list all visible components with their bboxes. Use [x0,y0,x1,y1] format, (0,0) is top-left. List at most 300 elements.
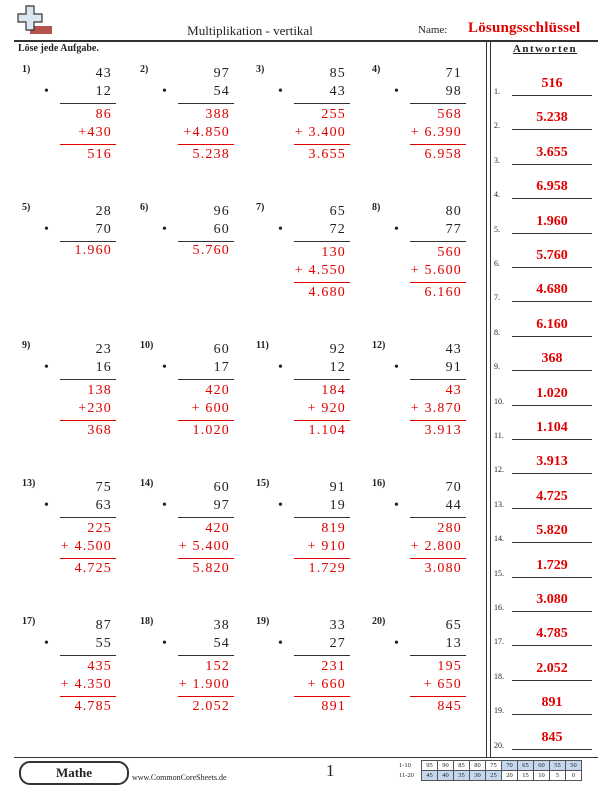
problem-number: 15) [256,478,270,489]
score-cell: 90 [438,761,454,771]
problem-number: 1) [22,64,31,75]
sum-rule [410,144,466,145]
score-cell: 60 [534,761,550,771]
partial-product: + 2.800 [410,539,462,554]
multiply-rule [178,241,234,242]
partial-product: 138 [87,383,112,398]
sum-rule [294,144,350,145]
answer-value: 3.913 [536,454,568,470]
product-total: 4.680 [308,285,346,300]
partial-product: + 1.900 [178,677,230,692]
subject-badge: Mathe [19,761,129,785]
answer-row [494,477,598,511]
answer-index: 10. [494,396,504,406]
partial-product: + 3.400 [294,125,346,140]
answer-index: 19. [494,706,504,716]
multiplier: 17 [213,360,230,375]
product-total: 3.913 [424,423,462,438]
product-total: 2.052 [192,699,230,714]
answer-value: 1.960 [536,213,568,229]
answer-row [494,236,598,270]
answer-line [512,301,592,302]
multiplicand: 97 [213,66,230,81]
problem-number: 14) [140,478,154,489]
multiplicand: 60 [213,342,230,357]
product-total: 368 [87,423,112,438]
problem-item [256,62,368,192]
multiply-rule [294,103,350,104]
problem-item [140,338,252,468]
problem-number: 5) [22,202,31,213]
answer-line [512,714,592,715]
problem-item [22,62,134,192]
instructions: Löse jede Aufgabe. [18,43,99,54]
answer-line [512,198,592,199]
score-cell: 95 [422,761,438,771]
multiply-rule [410,379,466,380]
answer-index: 14. [494,534,504,544]
multiplier: 97 [213,498,230,513]
answer-row [494,133,598,167]
answer-index: 1. [494,87,500,96]
multiply-sign: • [162,84,167,99]
answer-value: 5.238 [536,110,568,126]
multiply-rule [178,379,234,380]
multiply-rule [294,655,350,656]
answer-index: 8. [494,327,500,337]
answer-line [512,645,592,646]
multiplier: 12 [329,360,346,375]
answer-row [494,167,598,201]
answer-value: 1.729 [536,557,568,573]
answer-line [512,473,592,474]
score-range-label: 11-20 [399,772,414,779]
multiply-rule [410,103,466,104]
logo-icon [16,4,56,38]
partial-product: + 3.870 [410,401,462,416]
problem-number: 2) [140,64,149,75]
partial-product: + 5.400 [178,539,230,554]
problem-item [372,200,484,330]
multiplicand: 75 [95,480,112,495]
answers-divider [486,40,487,757]
answer-value: 4.725 [536,488,568,504]
partial-product: 388 [205,107,230,122]
problem-item [22,614,134,744]
answer-index: 18. [494,671,504,681]
score-cell: 55 [550,761,566,771]
answer-line [512,405,592,406]
answer-index: 3. [494,155,500,165]
answer-value: 891 [541,695,563,711]
multiply-sign: • [278,498,283,513]
sum-rule [410,558,466,559]
sum-rule [60,696,116,697]
problem-number: 9) [22,340,31,351]
multiply-rule [60,103,116,104]
answer-line [512,749,592,750]
answer-value: 3.080 [536,592,568,607]
multiplier: 27 [329,636,346,651]
answer-index: 6. [494,259,500,268]
score-cell: 35 [454,771,470,781]
answer-row [494,270,598,304]
score-cell: 85 [454,761,470,771]
answer-line [512,336,592,337]
product-total: 845 [437,699,462,714]
answer-value: 2.052 [536,660,568,676]
multiplier: 16 [95,360,112,375]
sum-rule [60,420,116,421]
answer-line [512,577,592,578]
score-cell: 5 [550,771,566,781]
answer-value: 5.760 [536,248,568,263]
multiply-rule [60,241,116,242]
answer-value: 5.820 [536,523,568,539]
multiply-sign: • [44,636,49,651]
multiply-rule [294,517,350,518]
product-total: 6.958 [424,147,462,162]
score-cell: 40 [438,771,454,781]
score-cell: 45 [422,771,438,781]
multiplier: 60 [213,222,230,237]
multiply-sign: • [278,84,283,99]
multiplier: 54 [213,636,230,651]
partial-product: 195 [437,659,462,674]
multiply-sign: • [162,498,167,513]
answer-key-label: Lösungsschlüssel [468,20,581,36]
answer-value: 6.958 [536,179,568,195]
score-range-label: 1-10 [399,762,411,769]
multiply-rule [60,517,116,518]
answer-line [512,680,592,681]
partial-product: +230 [78,401,112,416]
product-total: 5.820 [192,561,230,576]
partial-product: + 6.390 [410,125,462,140]
problem-number: 3) [256,64,265,75]
answer-value: 4.680 [536,282,568,298]
product-total: 3.080 [424,561,462,576]
multiply-rule [178,517,234,518]
multiply-sign: • [394,84,399,99]
problem-number: 19) [256,616,270,627]
answer-row [494,64,598,98]
answer-index: 20. [494,740,504,750]
answer-line [512,164,592,165]
answer-line [512,508,592,509]
partial-product: + 4.550 [294,263,346,278]
multiply-sign: • [162,636,167,651]
answer-value: 6.160 [536,316,568,332]
answer-row [494,374,598,408]
multiplier: 54 [213,84,230,99]
problem-item [372,62,484,192]
partial-product: 560 [437,245,462,260]
multiply-sign: • [162,222,167,237]
answers-title: Antworten [512,43,578,55]
footer-divider [14,757,598,758]
multiply-rule [178,655,234,656]
multiplicand: 80 [445,204,462,219]
partial-product: + 920 [307,401,346,416]
multiplicand: 43 [95,66,112,81]
problem-item [22,476,134,606]
product-total: 1.960 [74,243,112,258]
answer-index: 11. [494,431,504,440]
answer-line [512,129,592,130]
answer-row [494,202,598,236]
answer-value: 1.020 [536,385,568,401]
problem-number: 18) [140,616,154,627]
multiply-rule [294,241,350,242]
multiply-sign: • [44,84,49,99]
multiplicand: 91 [329,480,346,495]
site-url: www.CommonCoreSheets.de [132,773,227,782]
partial-product: +430 [78,125,112,140]
product-total: 1.020 [192,423,230,438]
multiplier: 63 [95,498,112,513]
multiply-rule [294,379,350,380]
partial-product: 225 [87,521,112,536]
score-row [397,761,582,771]
answer-value: 845 [541,729,563,745]
page-title: Multiplikation - vertikal [187,23,313,38]
multiplicand: 23 [95,342,112,357]
answer-value: 4.785 [536,626,568,642]
score-cell: 20 [502,771,518,781]
product-total: 3.655 [308,147,346,162]
answer-row [494,305,598,339]
name-label: Name: [418,24,448,36]
problem-number: 16) [372,478,386,489]
answer-row [494,339,598,373]
partial-product: + 910 [307,539,346,554]
answer-index: 17. [494,637,504,647]
problem-item [256,476,368,606]
problem-item [140,476,252,606]
answer-row [494,442,598,476]
partial-product: + 4.500 [60,539,112,554]
multiplicand: 65 [329,204,346,219]
multiplier: 91 [445,360,462,375]
multiplicand: 28 [95,204,112,219]
problem-number: 12) [372,340,386,351]
multiplier: 19 [329,498,346,513]
answer-row [494,649,598,683]
score-cell: 15 [518,771,534,781]
problem-item [256,200,368,330]
multiplier: 55 [95,636,112,651]
multiply-rule [178,103,234,104]
answer-index: 2. [494,121,500,131]
multiplicand: 87 [95,618,112,633]
multiply-sign: • [394,360,399,375]
answer-row [494,580,598,614]
problem-number: 20) [372,616,386,627]
answer-index: 13. [494,499,504,509]
problem-item [256,614,368,744]
answer-value: 368 [541,351,563,367]
multiply-rule [410,655,466,656]
product-total: 516 [87,147,112,162]
score-cell: 50 [566,761,582,771]
multiplicand: 65 [445,618,462,633]
multiply-rule [60,655,116,656]
multiplicand: 92 [329,342,346,357]
product-total: 5.238 [192,147,230,162]
score-cell: 25 [486,771,502,781]
partial-product: + 660 [307,677,346,692]
problem-item [372,614,484,744]
problem-number: 10) [140,340,154,351]
problem-item [140,62,252,192]
product-total: 4.725 [74,561,112,576]
multiplier: 70 [95,222,112,237]
partial-product: 420 [205,383,230,398]
answer-line [512,233,592,234]
answer-line [512,267,592,268]
product-total: 5.760 [192,243,230,258]
product-total: 1.729 [308,561,346,576]
multiply-sign: • [44,360,49,375]
sum-rule [410,420,466,421]
multiplicand: 71 [445,66,462,81]
problem-number: 13) [22,478,36,489]
score-table [397,760,582,781]
partial-product: 435 [87,659,112,674]
multiply-sign: • [44,222,49,237]
multiplier: 12 [95,84,112,99]
answer-row [494,408,598,442]
sum-rule [178,144,234,145]
answer-index: 4. [494,190,500,200]
problem-number: 11) [256,340,269,351]
problem-number: 6) [140,202,149,213]
score-cell: 65 [518,761,534,771]
multiply-sign: • [394,498,399,513]
sum-rule [294,696,350,697]
partial-product: 420 [205,521,230,536]
multiplicand: 70 [445,480,462,495]
answer-line [512,611,592,612]
answer-row [494,683,598,717]
partial-product: 568 [437,107,462,122]
answers-divider-inner [490,40,491,757]
answer-line [512,542,592,543]
answer-row [494,98,598,132]
sum-rule [294,420,350,421]
partial-product: +4.850 [183,125,230,140]
partial-product: 255 [321,107,346,122]
multiplier: 43 [329,84,346,99]
multiplicand: 38 [213,618,230,633]
partial-product: 184 [321,383,346,398]
partial-product: 43 [445,383,462,398]
sum-rule [294,558,350,559]
partial-product: + 4.350 [60,677,112,692]
multiply-rule [60,379,116,380]
score-cell: 70 [502,761,518,771]
problem-number: 17) [22,616,36,627]
multiply-sign: • [394,636,399,651]
multiplicand: 43 [445,342,462,357]
sum-rule [178,420,234,421]
partial-product: 280 [437,521,462,536]
score-cell: 80 [470,761,486,771]
problem-item [372,476,484,606]
multiplicand: 96 [213,204,230,219]
problem-item [256,338,368,468]
multiply-rule [410,241,466,242]
product-total: 1.104 [308,423,346,438]
partial-product: + 600 [191,401,230,416]
multiply-sign: • [44,498,49,513]
sum-rule [178,558,234,559]
problem-item [22,338,134,468]
answer-line [512,370,592,371]
problem-item [372,338,484,468]
multiplier: 72 [329,222,346,237]
score-cell: 10 [534,771,550,781]
sum-rule [60,558,116,559]
answer-index: 12. [494,465,504,475]
product-total: 891 [321,699,346,714]
answer-row [494,614,598,648]
problem-number: 7) [256,202,265,213]
sum-rule [294,282,350,283]
partial-product: + 5.600 [410,263,462,278]
partial-product: + 650 [423,677,462,692]
answer-value: 516 [541,76,563,91]
score-cell: 0 [566,771,582,781]
multiply-sign: • [278,636,283,651]
multiplicand: 33 [329,618,346,633]
multiplicand: 60 [213,480,230,495]
answer-row [494,511,598,545]
answer-value: 3.655 [536,144,568,160]
problem-item [140,614,252,744]
answer-index: 15. [494,568,504,578]
partial-product: 819 [321,521,346,536]
multiplier: 44 [445,498,462,513]
answer-row [494,718,598,752]
problem-item [22,200,134,330]
partial-product: 231 [321,659,346,674]
score-cell: 30 [470,771,486,781]
multiplier: 98 [445,84,462,99]
product-total: 6.160 [424,285,462,300]
score-cell: 75 [486,761,502,771]
partial-product: 152 [205,659,230,674]
answer-row [494,546,598,580]
page-number: 1 [326,761,335,780]
sum-rule [178,696,234,697]
multiply-rule [410,517,466,518]
problem-number: 4) [372,64,381,75]
product-total: 4.785 [74,699,112,714]
answer-line [512,439,592,440]
sum-rule [60,144,116,145]
answer-value: 1.104 [536,420,568,435]
multiplier: 77 [445,222,462,237]
partial-product: 86 [95,107,112,122]
answer-index: 9. [494,362,500,372]
answer-index: 16. [494,603,504,612]
partial-product: 130 [321,245,346,260]
sum-rule [410,282,466,283]
answer-index: 5. [494,224,500,234]
multiply-sign: • [162,360,167,375]
